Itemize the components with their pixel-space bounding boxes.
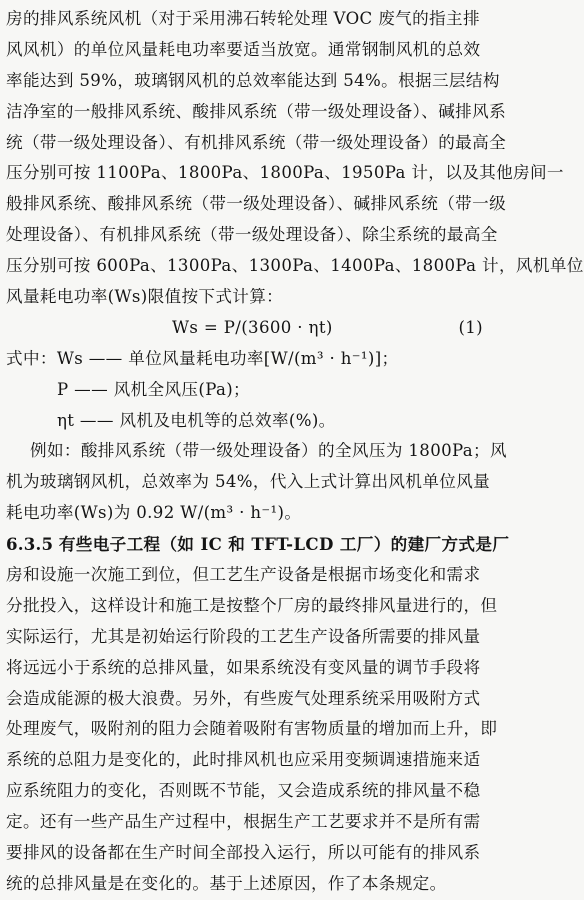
section-line: 会造成能源的极大浪费。另外，有些废气处理系统采用吸附方式 bbox=[6, 688, 481, 708]
section-line: 房和设施一次施工到位，但工艺生产设备是根据市场变化和需求 bbox=[6, 565, 481, 585]
equation-number: (1) bbox=[458, 317, 483, 337]
text-line: 房的排风系统风机（对于采用沸石转轮处理 VOC 废气的指主排 bbox=[6, 9, 480, 28]
section-line: 应系统阻力的变化，否则既不节能，又会造成系统的排风量不稳 bbox=[6, 781, 481, 801]
where-intro: 式中： bbox=[6, 348, 57, 368]
text-line: 处理设备）、有机排风系统（带一级处理设备）、除尘系统的最高全 bbox=[6, 225, 498, 245]
section-line: 统的总排风量是在变化的。基于上述原因，作了本条规定。 bbox=[6, 873, 447, 893]
text-line: 风风机）的单位风量耗电功率要适当放宽。通常钢制风机的总效 bbox=[6, 39, 481, 59]
section-line: 实际运行，尤其是初始运行阶段的工艺生产设备所需要的排风量 bbox=[6, 626, 481, 646]
formula-line bbox=[6, 313, 493, 344]
where-line bbox=[6, 344, 493, 375]
section-line: 将远远小于系统的总排风量，如果系统没有变风量的调节手段将 bbox=[6, 657, 481, 677]
text-line: 率能达到 59%，玻璃钢风机的总效率能达到 54%。根据三层结构 bbox=[6, 70, 500, 90]
formula: Ws = P/(3600 · ηt) bbox=[172, 317, 333, 337]
section-number: 6.3.5 bbox=[6, 534, 54, 555]
example-line: 机为玻璃钢风机，总效率为 54%，代入上式计算出风机单位风量 bbox=[6, 472, 491, 492]
text-line: 洁净室的一般排风系统、酸排风系统（带一级处理设备）、碱排风系 bbox=[6, 101, 507, 121]
text-line: 统（带一级处理设备）、有机排风系统（带一级处理设备）的最高全 bbox=[6, 132, 507, 152]
example-line: 耗电功率(Ws)为 0.92 W/(m³ · h⁻¹)。 bbox=[6, 503, 302, 523]
section-line: 系统的总阻力是变化的，此时排风机也应采用变频调速措施来适 bbox=[6, 750, 481, 770]
text-line: 压分别可按 1100Pa、1800Pa、1800Pa、1950Pa 计，以及其他房间一 bbox=[6, 163, 564, 183]
section-line: 定。还有一些产品生产过程中，根据生产工艺要求并不是所有需 bbox=[6, 812, 481, 832]
section-first-line bbox=[6, 529, 510, 560]
section-line: 要排风的设备都在生产时间全部投入运行，所以可能有的排风系 bbox=[6, 843, 481, 863]
definition-eta: ηt —— 风机及电机等的总效率(%)。 bbox=[57, 410, 336, 430]
example-line: 例如：酸排风系统（带一级处理设备）的全风压为 1800Pa；风 bbox=[30, 441, 507, 461]
text-line: 压分别可按 600Pa、1300Pa、1300Pa、1400Pa、1800Pa 计，风机单位 bbox=[6, 256, 584, 276]
definition-ws: Ws —— 单位风量耗电功率[W/(m³ · h⁻¹)]； bbox=[56, 348, 399, 368]
section-line: 分批投入，这样设计和施工是按整个厂房的最终排风量进行的，但 bbox=[6, 595, 498, 615]
definition-p: P —— 风机全风压(Pa)； bbox=[57, 379, 250, 399]
text-line: 风量耗电功率(Ws)限值按下式计算： bbox=[6, 287, 284, 307]
text-line: 般排风系统、酸排风系统（带一级处理设备）、碱排风系统（带一级 bbox=[6, 194, 507, 214]
section-line: 处理废气，吸附剂的阻力会随着吸附有害物质量的增加而上升，即 bbox=[6, 719, 498, 739]
section-text: 有些电子工程（如 IC 和 TFT-LCD 工厂）的建厂方式是厂 bbox=[58, 534, 510, 555]
